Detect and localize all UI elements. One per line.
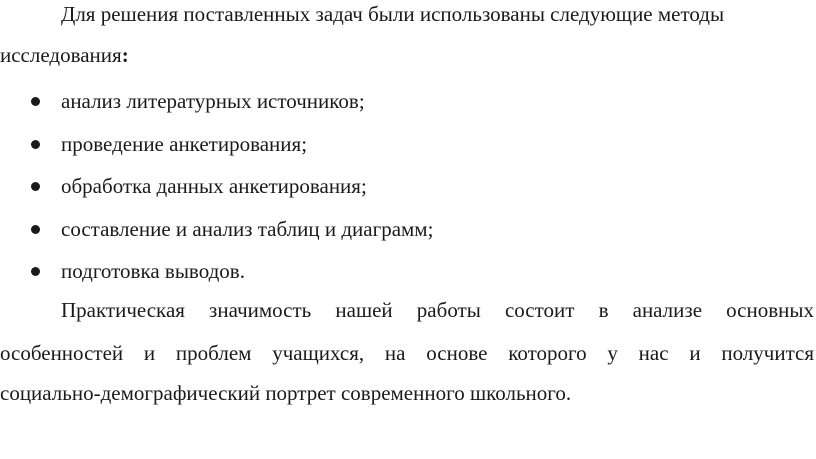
significance-line-3: социально-демографический портрет современного школьного. — [0, 381, 572, 405]
list-item-text: проведение анкетирования; — [61, 132, 308, 156]
intro-line-2-text: исследования — [0, 43, 122, 67]
list-item — [0, 216, 816, 242]
list-item — [0, 88, 816, 114]
list-item — [0, 131, 816, 157]
significance-line-1: Практическая значимость нашей работы состоит в анализе основных — [61, 298, 814, 322]
bullet-icon — [31, 267, 40, 276]
intro-line-2 — [0, 42, 816, 68]
bullet-icon — [31, 140, 40, 149]
bullet-icon — [31, 97, 40, 106]
list-item-text: анализ литературных источников; — [61, 89, 365, 113]
list-item — [0, 173, 816, 199]
intro-line-1: Для решения поставленных задач были использованы следующие методы — [61, 2, 725, 26]
list-item — [0, 258, 816, 284]
list-item-text: подготовка выводов. — [61, 259, 245, 283]
significance-line-2: особенностей и проблем учащихся, на основе которого у нас и получится — [0, 341, 814, 365]
list-item-text: обработка данных анкетирования; — [61, 174, 367, 198]
intro-colon: : — [121, 43, 129, 67]
bullet-icon — [31, 182, 40, 191]
bullet-icon — [31, 225, 40, 234]
list-item-text: составление и анализ таблиц и диаграмм; — [61, 217, 434, 241]
